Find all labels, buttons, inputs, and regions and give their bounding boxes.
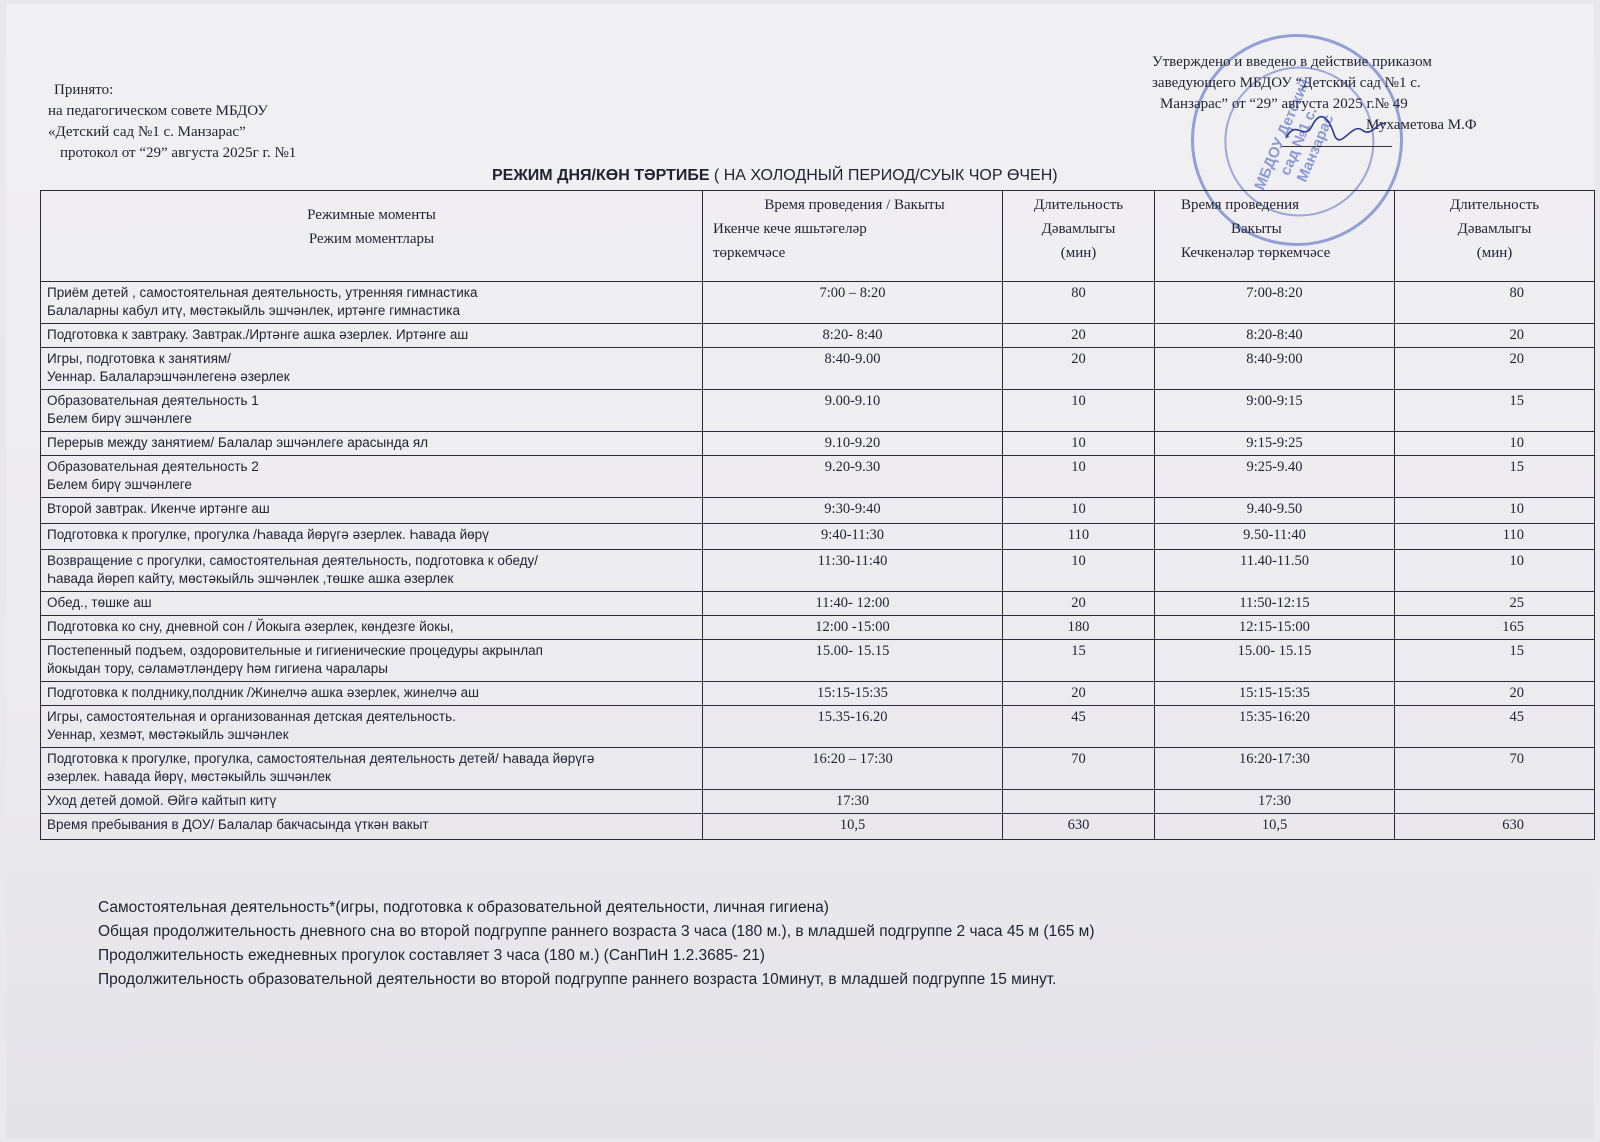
- duration-younger-cell: 20: [1003, 324, 1155, 348]
- time-younger-cell: 10,5: [703, 814, 1003, 840]
- duration-junior-cell: 80: [1395, 282, 1595, 324]
- time-junior-cell: 10,5: [1155, 814, 1395, 840]
- table-row: [41, 706, 1595, 748]
- activity-ru: Подготовка к завтраку. Завтрак./Иртәнге ашка әзерлек. Иртәнге аш: [47, 327, 469, 342]
- table-row: [41, 498, 1595, 524]
- table-row: [41, 432, 1595, 456]
- time-junior-cell: 9:00-9:15: [1155, 390, 1395, 432]
- activity-tt: Уеннар, хезмәт, мөстәкыйль эшчәнлек: [47, 727, 289, 742]
- activity-cell: [41, 616, 703, 640]
- duration-younger-cell: [1003, 790, 1155, 814]
- duration-younger-cell: 45: [1003, 706, 1155, 748]
- activity-cell: [41, 814, 703, 840]
- header-time-junior: Время проведения Вакыты Кечкенәләр төркемчәсе: [1155, 191, 1395, 282]
- time-younger-cell: 9.00-9.10: [703, 390, 1003, 432]
- table-row: [41, 748, 1595, 790]
- time-junior-cell: 8:20-8:40: [1155, 324, 1395, 348]
- activity-cell: [41, 282, 703, 324]
- activity-cell: [41, 706, 703, 748]
- activity-cell: [41, 790, 703, 814]
- time-junior-cell: 16:20-17:30: [1155, 748, 1395, 790]
- activity-cell: [41, 324, 703, 348]
- duration-junior-cell: 20: [1395, 348, 1595, 390]
- duration-junior-cell: 20: [1395, 324, 1595, 348]
- time-junior-cell: 17:30: [1155, 790, 1395, 814]
- time-younger-cell: 9:40-11:30: [703, 524, 1003, 550]
- activity-cell: [41, 592, 703, 616]
- activity-tt: Белем бирү эшчәнлеге: [47, 477, 192, 492]
- duration-younger-cell: 20: [1003, 682, 1155, 706]
- header-duration-1: Длительность Дәвамлыгы (мин): [1003, 191, 1155, 282]
- time-junior-cell: 12:15-15:00: [1155, 616, 1395, 640]
- table-row: [41, 390, 1595, 432]
- time-junior-cell: 9:15-9:25: [1155, 432, 1395, 456]
- duration-junior-cell: 10: [1395, 498, 1595, 524]
- duration-junior-cell: 10: [1395, 432, 1595, 456]
- activity-tt: Белем бирү эшчәнлеге: [47, 411, 192, 426]
- table-row: [41, 814, 1595, 840]
- duration-younger-cell: 15: [1003, 640, 1155, 682]
- activity-ru: Игры, подготовка к занятиям/: [47, 351, 231, 366]
- note-1: Самостоятельная деятельность*(игры, подготовка к образовательной деятельности, личная гигиена): [98, 899, 829, 916]
- activity-cell: [41, 640, 703, 682]
- duration-junior-cell: 10: [1395, 550, 1595, 592]
- time-junior-cell: 15:35-16:20: [1155, 706, 1395, 748]
- duration-younger-cell: 20: [1003, 348, 1155, 390]
- time-junior-cell: 7:00-8:20: [1155, 282, 1395, 324]
- duration-junior-cell: 15: [1395, 640, 1595, 682]
- approval-line-1: Утверждено и введено в действие приказом: [1152, 54, 1432, 70]
- time-younger-cell: 9.20-9.30: [703, 456, 1003, 498]
- table-row: [41, 456, 1595, 498]
- duration-younger-cell: 180: [1003, 616, 1155, 640]
- activity-cell: [41, 390, 703, 432]
- table-row: [41, 592, 1595, 616]
- acceptance-block: [48, 80, 296, 164]
- time-junior-cell: 9.40-9.50: [1155, 498, 1395, 524]
- duration-younger-cell: 630: [1003, 814, 1155, 840]
- header-regime-moments: Режимные моменты Режим моментлары: [41, 191, 703, 282]
- schedule-table: [40, 190, 1595, 840]
- activity-ru: Подготовка к прогулке, прогулка, самостоятельная деятельность детей/ Һавада йөрүгә: [47, 751, 595, 766]
- approval-line-2: заведующего МБДОУ “Детский сад №1 с.: [1152, 75, 1421, 91]
- accepted-council: на педагогическом совете МБДОУ: [48, 103, 268, 119]
- time-younger-cell: 15:15-15:35: [703, 682, 1003, 706]
- time-junior-cell: 11:50-12:15: [1155, 592, 1395, 616]
- title-main: РЕЖИМ ДНЯ/КӨН ТӘРТИБЕ: [492, 167, 710, 184]
- duration-junior-cell: 15: [1395, 456, 1595, 498]
- activity-cell: [41, 432, 703, 456]
- duration-junior-cell: 70: [1395, 748, 1595, 790]
- time-junior-cell: 8:40-9:00: [1155, 348, 1395, 390]
- table-row: [41, 682, 1595, 706]
- time-junior-cell: 11.40-11.50: [1155, 550, 1395, 592]
- time-younger-cell: 9:30-9:40: [703, 498, 1003, 524]
- activity-tt: әзерлек. Һавада йөрү, мөстәкыйль эшчәнлек: [47, 769, 331, 784]
- header-time-younger: Время проведения / Вакыты Икенче кече яшьтәгеләр төркемчәсе: [703, 191, 1003, 282]
- duration-junior-cell: 20: [1395, 682, 1595, 706]
- accepted-kindergarten: «Детский сад №1 с. Манзарас”: [48, 124, 246, 140]
- activity-cell: [41, 550, 703, 592]
- page-title: [492, 167, 1058, 185]
- duration-younger-cell: 80: [1003, 282, 1155, 324]
- duration-younger-cell: 10: [1003, 550, 1155, 592]
- activity-tt: Уеннар. Балаларэшчәнлегенә әзерлек: [47, 369, 290, 384]
- activity-cell: [41, 524, 703, 550]
- activity-cell: [41, 456, 703, 498]
- time-younger-cell: 8:20- 8:40: [703, 324, 1003, 348]
- duration-younger-cell: 20: [1003, 592, 1155, 616]
- activity-cell: [41, 498, 703, 524]
- activity-cell: [41, 748, 703, 790]
- activity-tt: Һавада йөреп кайту, мөстәкыйль эшчәнлек ,төшке ашка әзерлек: [47, 571, 454, 586]
- time-junior-cell: 9:25-9.40: [1155, 456, 1395, 498]
- duration-younger-cell: 10: [1003, 456, 1155, 498]
- duration-younger-cell: 10: [1003, 432, 1155, 456]
- activity-ru: Уход детей домой. Өйгә кайтып китү: [47, 793, 277, 808]
- time-younger-cell: 11:30-11:40: [703, 550, 1003, 592]
- note-3: Продолжительность ежедневных прогулок составляет 3 часа (180 м.) (СанПиН 1.2.3685- 21): [98, 947, 765, 964]
- activity-ru: Обед., төшке аш: [47, 595, 152, 610]
- activity-cell: [41, 682, 703, 706]
- table-row: [41, 324, 1595, 348]
- duration-younger-cell: 70: [1003, 748, 1155, 790]
- duration-junior-cell: 25: [1395, 592, 1595, 616]
- duration-younger-cell: 10: [1003, 390, 1155, 432]
- title-period: ( НА ХОЛОДНЫЙ ПЕРИОД/СУЫК ЧОР ӨЧЕН): [709, 167, 1058, 184]
- duration-younger-cell: 110: [1003, 524, 1155, 550]
- time-younger-cell: 8:40-9.00: [703, 348, 1003, 390]
- activity-ru: Второй завтрак. Икенче иртәнге аш: [47, 501, 270, 516]
- table-row: [41, 348, 1595, 390]
- duration-junior-cell: 110: [1395, 524, 1595, 550]
- activity-ru: Игры, самостоятельная и организованная детская деятельность.: [47, 709, 456, 724]
- activity-tt: Балаларны кабул итү, мөстәкыйль эшчәнлек, иртәнге гимнастика: [47, 303, 460, 318]
- time-younger-cell: 15.00- 15.15: [703, 640, 1003, 682]
- table-row: [41, 616, 1595, 640]
- table-row: [41, 550, 1595, 592]
- time-younger-cell: 11:40- 12:00: [703, 592, 1003, 616]
- table-row: [41, 640, 1595, 682]
- time-younger-cell: 9.10-9.20: [703, 432, 1003, 456]
- table-row: [41, 790, 1595, 814]
- time-younger-cell: 12:00 -15:00: [703, 616, 1003, 640]
- accepted-label: Принято:: [54, 82, 114, 98]
- activity-ru: Подготовка к полднику,полдник /Жинелчә ашка әзерлек, жинелчә аш: [47, 685, 480, 700]
- time-junior-cell: 15:15-15:35: [1155, 682, 1395, 706]
- time-younger-cell: 15.35-16.20: [703, 706, 1003, 748]
- activity-ru: Подготовка ко сну, дневной сон / Йокыга әзерлек, көндезге йокы,: [47, 619, 454, 634]
- note-4: Продолжительность образовательной деятельности во второй подгруппе раннего возраста 10минут, в младшей подгруппе 15 минут.: [98, 971, 1057, 988]
- time-younger-cell: 16:20 – 17:30: [703, 748, 1003, 790]
- approver-name: Мухаметова М.Ф: [1366, 117, 1477, 133]
- time-junior-cell: 9.50-11:40: [1155, 524, 1395, 550]
- stamp-text: МБДОУ Детский сад №1 с. Манзарас: [1251, 76, 1338, 193]
- activity-ru: Образовательная деятельность 2: [47, 459, 259, 474]
- time-younger-cell: 17:30: [703, 790, 1003, 814]
- activity-tt: йокыдан тору, сәламәтләндерү һәм гигиена чаралары: [47, 661, 388, 676]
- activity-ru: Постепенный подъем, оздоровительные и гигиенические процедуры акрынлап: [47, 643, 543, 658]
- time-younger-cell: 7:00 – 8:20: [703, 282, 1003, 324]
- table-row: [41, 282, 1595, 324]
- signature: [1282, 112, 1392, 147]
- notes-block: [98, 896, 1095, 992]
- activity-ru: Подготовка к прогулке, прогулка /Һавада йөрүгә әзерлек. Һавада йөрү: [47, 527, 489, 542]
- duration-younger-cell: 10: [1003, 498, 1155, 524]
- duration-junior-cell: 165: [1395, 616, 1595, 640]
- table-row: [41, 524, 1595, 550]
- activity-cell: [41, 348, 703, 390]
- activity-ru: Перерыв между занятием/ Балалар эшчәнлеге арасында ял: [47, 435, 429, 450]
- approval-order: Манзарас” от “29” августа 2025 г.№ 49: [1160, 96, 1408, 112]
- activity-ru: Время пребывания в ДОУ/ Балалар бакчасында үткән вакыт: [47, 817, 429, 832]
- activity-ru: Возвращение с прогулки, самостоятельная деятельность, подготовка к обеду/: [47, 553, 539, 568]
- activity-ru: Образовательная деятельность 1: [47, 393, 259, 408]
- document-sheet: [6, 4, 1594, 1138]
- duration-junior-cell: 45: [1395, 706, 1595, 748]
- table-header-row: [41, 191, 1595, 282]
- duration-junior-cell: 15: [1395, 390, 1595, 432]
- accepted-protocol: протокол от “29” августа 2025г г. №1: [60, 145, 297, 161]
- activity-ru: Приём детей , самостоятельная деятельность, утренняя гимнастика: [47, 285, 478, 300]
- note-2: Общая продолжительность дневного сна во второй подгруппе раннего возраста 3 часа (180 м.), в младшей подгруппе 2 часа 45 м (165 м): [98, 923, 1095, 940]
- time-junior-cell: 15.00- 15.15: [1155, 640, 1395, 682]
- duration-junior-cell: 630: [1395, 814, 1595, 840]
- duration-junior-cell: [1395, 790, 1595, 814]
- header-duration-2: Длительность Дәвамлыгы (мин): [1395, 191, 1595, 282]
